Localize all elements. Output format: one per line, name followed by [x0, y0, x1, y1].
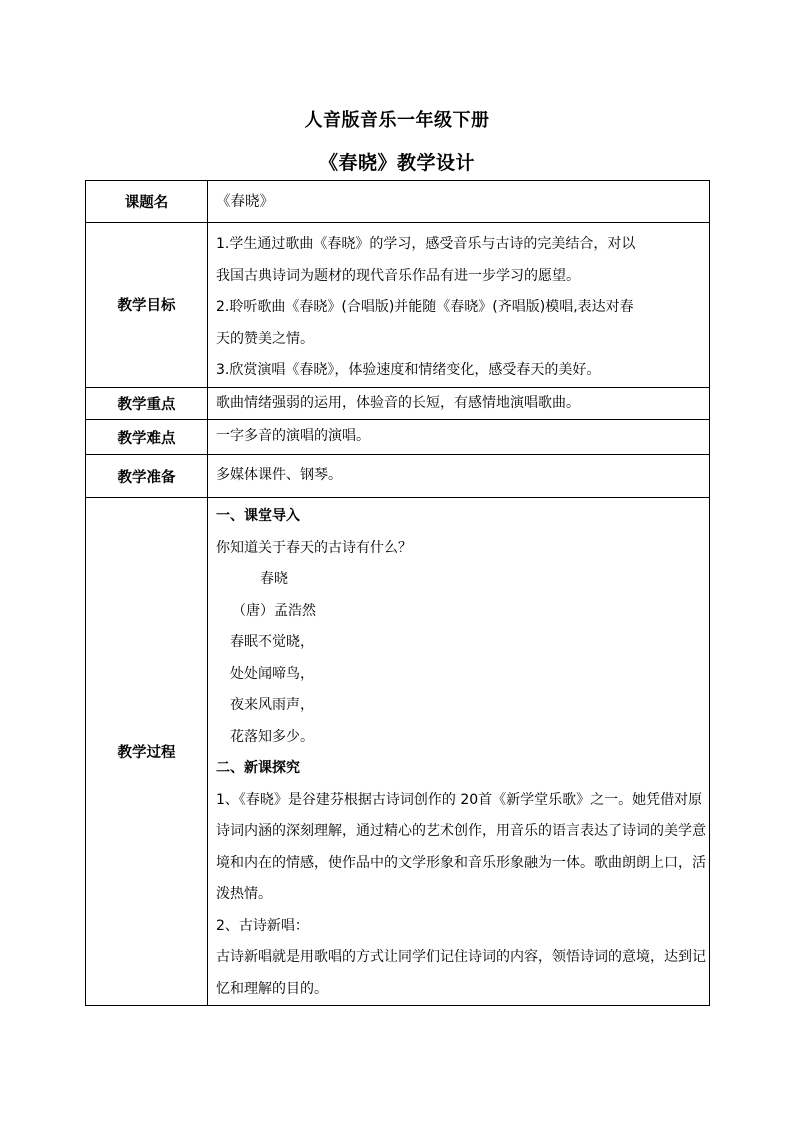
poem-title: 春晓	[260, 571, 288, 587]
poem-line: 春眠不觉晓，	[230, 634, 314, 650]
section-heading: 一、课堂导入	[216, 508, 300, 524]
paragraph-line: 境和内在的情感，使作品中的文学形象和音乐形象融为一体。歌曲朗朗上口，活	[216, 854, 706, 871]
goal-line: 我国古典诗词为题材的现代音乐作品有进一步学习的愿望。	[216, 267, 580, 284]
goals-label: 教学目标	[86, 223, 208, 388]
key-points-label: 教学重点	[86, 387, 208, 420]
goal-line: 1.学生通过歌曲《春晓》的学习，感受音乐与古诗的完美结合，对以	[216, 236, 636, 252]
process-label: 教学过程	[86, 498, 208, 1006]
topic-value: 《春晓》	[208, 181, 710, 223]
goal-line: 3.欣赏演唱《春晓》，体验速度和情绪变化，感受春天的美好。	[216, 362, 601, 378]
document-title: 人音版音乐一年级下册	[304, 110, 490, 131]
preparation-value: 多媒体课件、钢琴。	[208, 455, 710, 498]
table-row	[86, 181, 710, 223]
preparation-label: 教学准备	[86, 455, 208, 498]
key-points-value: 歌曲情绪强弱的运用，体验音的长短，有感情地演唱歌曲。	[208, 387, 710, 420]
process-content	[208, 498, 710, 1006]
poem-line: 夜来风雨声，	[230, 697, 314, 713]
item-heading: 2、古诗新唱：	[216, 917, 309, 934]
poem-line: 花落知多少。	[230, 728, 314, 745]
difficulties-value: 一字多音的演唱的演唱。	[208, 420, 710, 455]
table-row	[86, 498, 710, 1006]
table-row	[86, 420, 710, 455]
paragraph-line: 泼热情。	[216, 886, 272, 902]
document-subtitle: 《春晓》教学设计	[318, 152, 475, 174]
paragraph-line: 忆和理解的目的。	[216, 980, 328, 997]
topic-label: 课题名	[86, 181, 208, 223]
difficulties-label: 教学难点	[86, 420, 208, 455]
poem-author: （唐）孟浩然	[232, 602, 316, 619]
paragraph-line: 诗词内涵的深刻理解，通过精心的艺术创作，用音乐的语言表达了诗词的美学意	[216, 823, 706, 839]
table-row	[86, 223, 710, 388]
table-row	[86, 455, 710, 498]
goal-line: 2.聆听歌曲《春晓》(合唱版)并能随《春晓》(齐唱版)模唱,表达对春	[216, 299, 634, 315]
intro-question: 你知道关于春天的古诗有什么？	[216, 539, 412, 556]
goal-line: 天的赞美之情。	[216, 330, 314, 347]
section-heading: 二、新课探究	[216, 760, 300, 776]
paragraph-line: 1、《春晓》是谷建芬根据古诗词创作的 20首《新学堂乐歌》之一。她凭借对原	[216, 791, 703, 808]
paragraph-line: 古诗新唱就是用歌唱的方式让同学们记住诗词的内容，领悟诗词的意境，达到记	[216, 949, 706, 965]
poem-line: 处处闻啼鸟，	[230, 665, 314, 682]
table-row	[86, 387, 710, 420]
lesson-plan-table	[85, 180, 710, 1006]
goals-content	[208, 223, 710, 388]
